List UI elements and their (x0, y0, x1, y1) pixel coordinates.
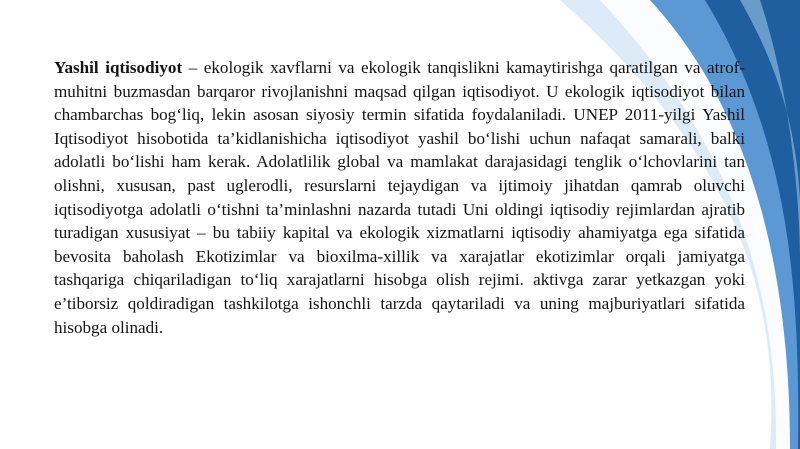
definition-paragraph (54, 56, 745, 339)
definition-text: – ekologik xavflarni va ekologik tanqislikni kamaytirishga qaratilgan va atrof-muhitni buzmasdan barqaror rivojlanishni maqsad qilgan iqtisodiyot. U ekologik iqtisodiyot bilan chambarchas bog‘liq, lekin asosan siyosiy termin sifatida foydalaniladi. UNEP 2011-yilgi Yashil Iqtisodiyot hisobotida ta’kidlanishicha iqtisodiyot yashil bo‘lishi uchun nafaqat samarali, balki adolatli bo‘lishi ham kerak. Adolatlilik global va mamlakat darajasidagi tenglik o‘lchovlarini tan olishni, xususan, past uglerodli, resurslarni tejaydigan va ijtimoiy jihatdan qamrab oluvchi iqtisodiyotga adolatli o‘tishni ta’minlashni nazarda tutadi Uni oldingi iqtisodiy rejimlardan ajratib turadigan xususiyat – bu tabiiy kapital va ekologik xizmatlarni iqtisodiy ahamiyatga ega sifatida bevosita baholash Ekotizimlar va bioxilma-xillik va xarajatlar ekotizimlar orqali jamiyatga tashqariga chiqariladigan to‘liq xarajatlarni hisobga olish rejimi. aktivga zarar yetkazgan yoki e’tiborsiz qoldiradigan tashkilotga ishonchli tarzda qaytariladi va uning majburiyatlari sifatida hisobga olinadi. (54, 58, 745, 337)
term-heading: Yashil iqtisodiyot (54, 58, 183, 77)
